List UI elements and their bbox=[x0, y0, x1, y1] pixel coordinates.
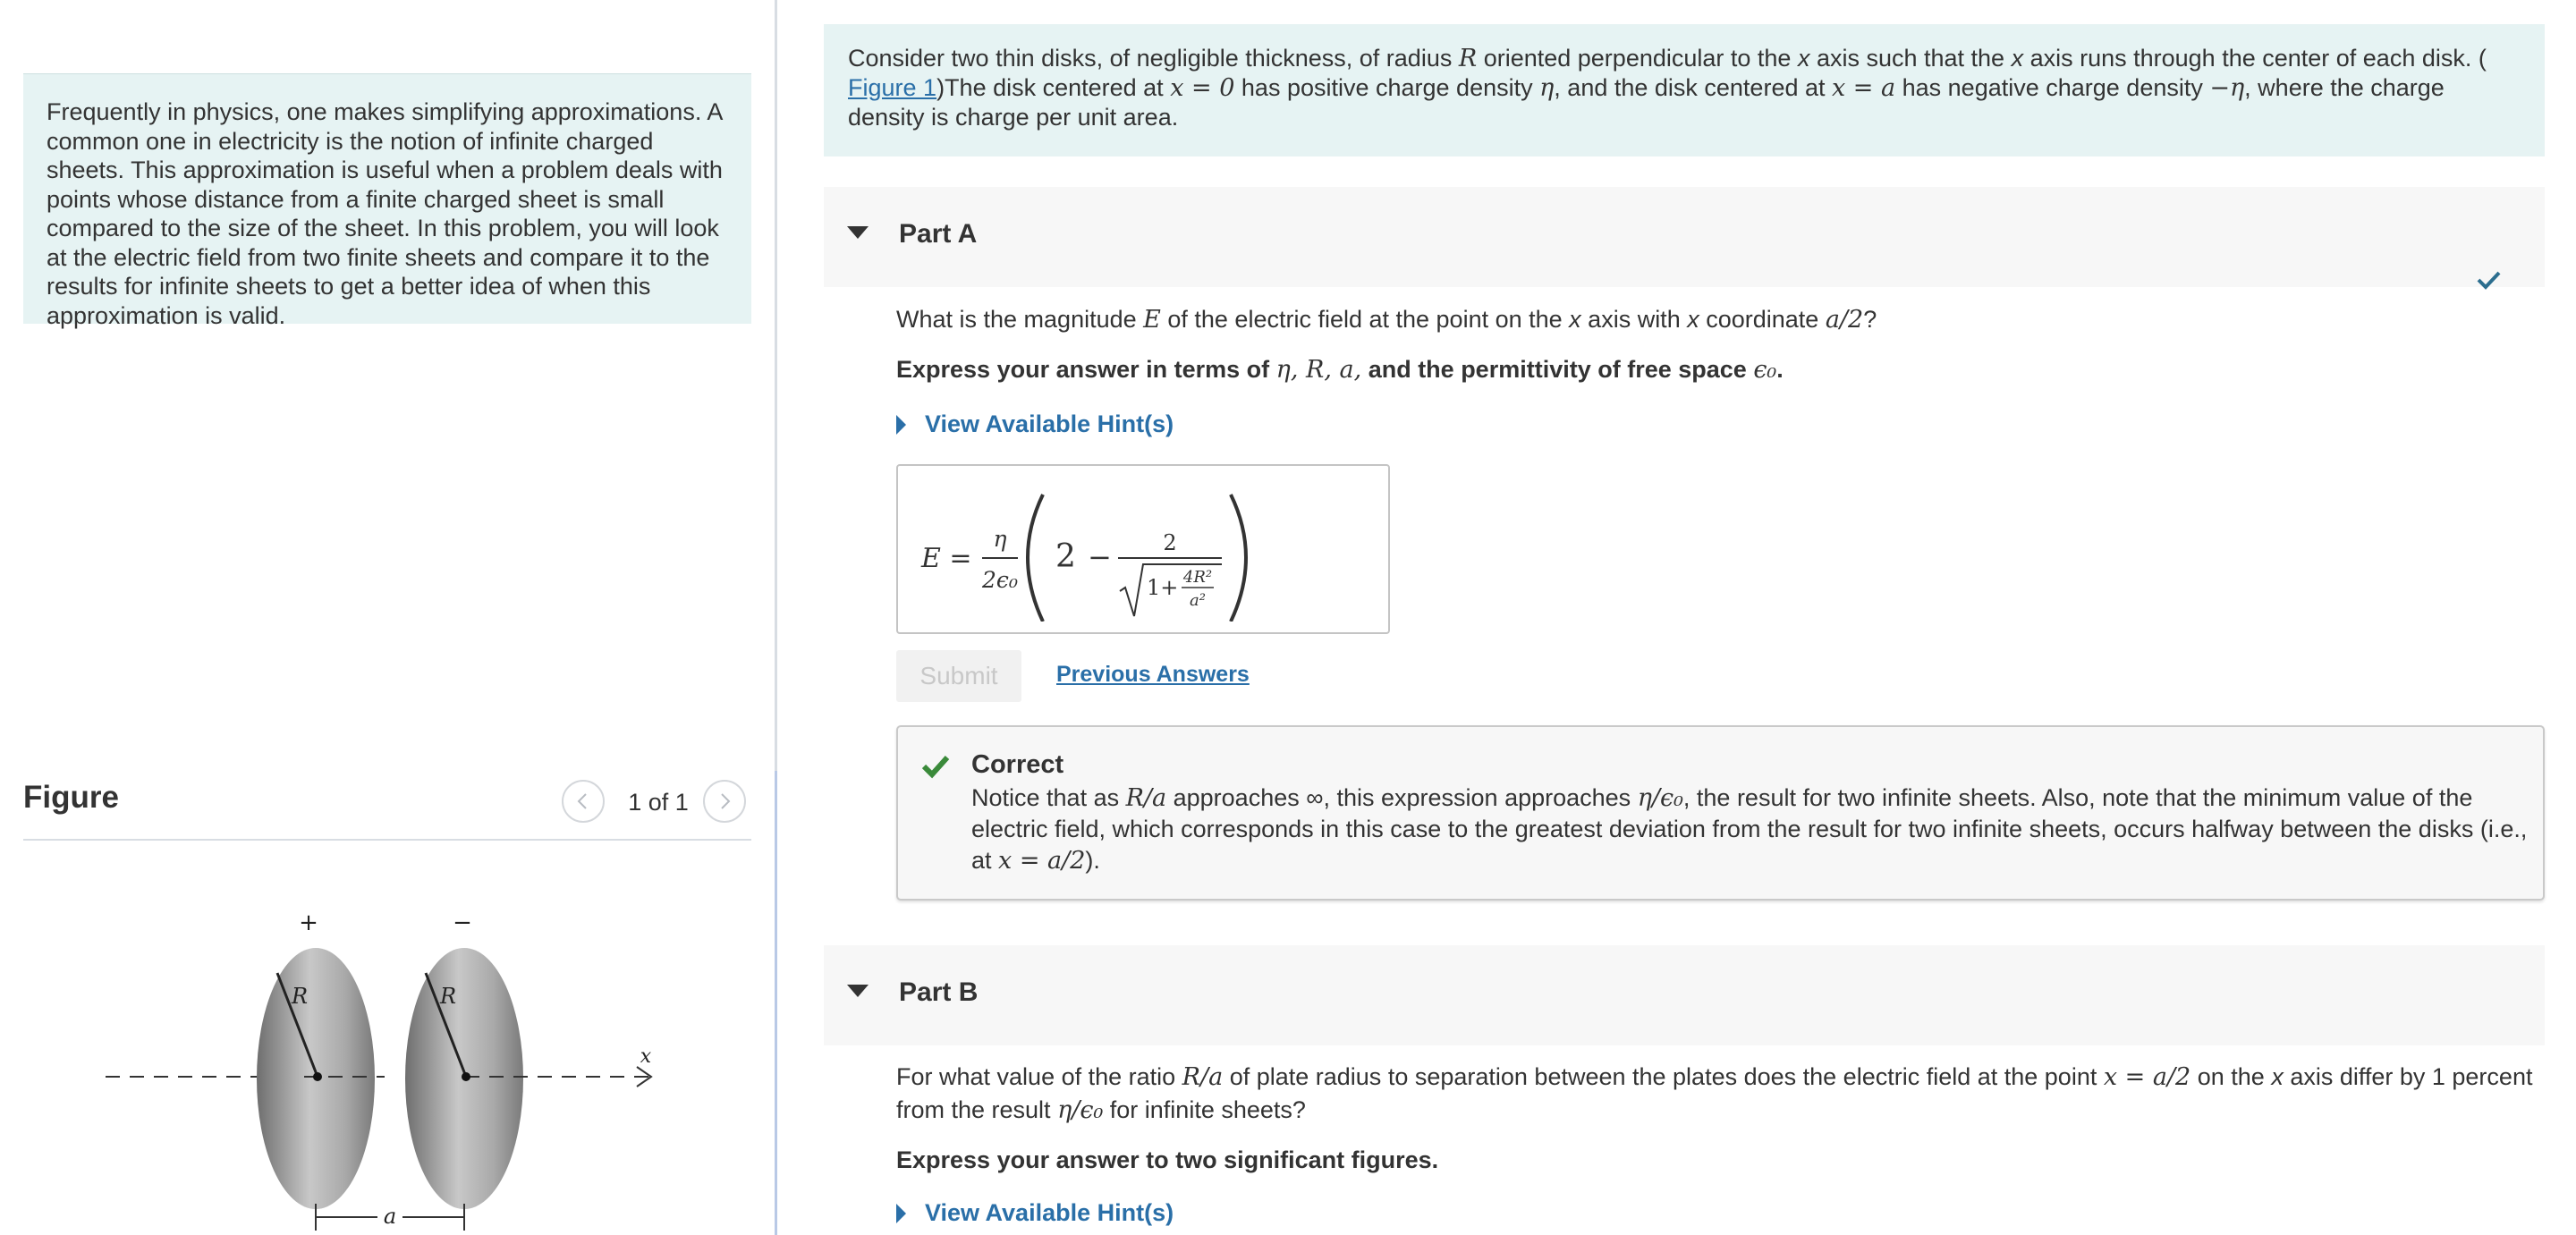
question-text: ? bbox=[1863, 306, 1877, 333]
right-paren bbox=[1231, 495, 1246, 622]
part-a-question bbox=[896, 303, 1877, 336]
answer-eta: η bbox=[993, 526, 1007, 552]
intro-text: Frequently in physics, one makes simplifying approximations. A common one in electricity is the notion of infinite charged sheets. This approximation is useful when a problem deals with points whose distance from a finite charged sheet is small compared to the size of the sheet. In this problem, you will look at the electric field from two finite sheets and compare it to the results for infinite sheets to get a better idea of when this approximation is valid. bbox=[23, 73, 751, 324]
answer-one-plus: 1+ bbox=[1147, 575, 1179, 600]
checkmark-icon bbox=[2475, 266, 2502, 292]
math-x0: x = 0 bbox=[1170, 74, 1235, 102]
question-text: of the electric field at the point on the bbox=[1160, 306, 1570, 333]
feedback-title: Correct bbox=[971, 750, 1064, 779]
question-text: axis with bbox=[1580, 306, 1688, 333]
math-a-half: a/2 bbox=[1825, 306, 1864, 334]
math-R-over-a: R/a bbox=[1125, 784, 1167, 812]
answer-a2: a² bbox=[1190, 591, 1206, 610]
previous-figure-button[interactable] bbox=[562, 780, 605, 823]
separation-label: a bbox=[383, 1204, 397, 1229]
axis-x: x bbox=[1569, 306, 1581, 333]
math-neg-eta: −η bbox=[2209, 74, 2245, 102]
hint-label: View Available Hint(s) bbox=[925, 410, 1174, 437]
question-text: axis differ by 1 percent from the result bbox=[896, 1063, 2533, 1123]
pane-divider-accent bbox=[775, 771, 777, 1235]
feedback-text-part: approaches ∞, this expression approaches bbox=[1166, 784, 1638, 811]
radius-label-left: R bbox=[292, 984, 309, 1009]
axis-x: x bbox=[2011, 45, 2024, 72]
feedback-text bbox=[971, 782, 2528, 876]
instruction-text: and the permittivity of free space bbox=[1361, 356, 1754, 383]
plus-label: + bbox=[299, 909, 318, 936]
answer-2eps: 2ϵ₀ bbox=[982, 567, 1018, 593]
question-text: on the bbox=[2190, 1063, 2272, 1090]
correct-feedback bbox=[896, 725, 2545, 901]
math-E: E bbox=[1143, 306, 1161, 334]
part-b-hint-link[interactable] bbox=[896, 1199, 1174, 1227]
answer-4R2: 4R² bbox=[1182, 568, 1213, 587]
center-dot-right bbox=[462, 1072, 470, 1081]
question-text: coordinate bbox=[1699, 306, 1826, 333]
feedback-text-part: , the result for two infinite sheets. Also, note that the minimum value of the electric field, which corresponds in this case to the greatest deviation from the result for two infinite sheets, occurs halfway between the disks (i.e., at bbox=[971, 784, 2528, 874]
part-a-instruction bbox=[896, 356, 1784, 384]
part-a-title: Part A bbox=[899, 219, 978, 249]
problem-text: axis runs through the center of each disk. ( bbox=[2023, 45, 2487, 72]
part-a-hint-link[interactable] bbox=[896, 410, 1174, 438]
feedback-text-part: Notice that as bbox=[971, 784, 1126, 811]
part-b-header[interactable] bbox=[824, 945, 2545, 1045]
math-xa: x = a bbox=[1832, 74, 1896, 102]
part-b-question bbox=[896, 1061, 2545, 1127]
math-R-over-a: R/a bbox=[1182, 1063, 1224, 1091]
left-pane bbox=[0, 0, 775, 1235]
feedback-text-part: ). bbox=[1085, 847, 1100, 874]
math-eta: η bbox=[1539, 74, 1555, 102]
math-x-a-half: x = a/2 bbox=[2103, 1063, 2191, 1091]
instruction-text: Express your answer in terms of bbox=[896, 356, 1276, 383]
problem-text: axis such that the bbox=[1809, 45, 2012, 72]
caret-right-icon bbox=[896, 1204, 906, 1223]
next-figure-button[interactable] bbox=[703, 780, 746, 823]
caret-down-icon bbox=[847, 985, 869, 997]
part-b-instruction: Express your answer to two significant figures. bbox=[896, 1146, 1439, 1173]
hint-label: View Available Hint(s) bbox=[925, 1199, 1174, 1226]
answer-minus: − bbox=[1088, 540, 1112, 574]
figure-title: Figure bbox=[23, 780, 119, 815]
submit-button[interactable]: Submit bbox=[896, 650, 1021, 702]
question-text: What is the magnitude bbox=[896, 306, 1144, 333]
problem-text: oriented perpendicular to the bbox=[1477, 45, 1798, 72]
figure-pager-count: 1 of 1 bbox=[628, 789, 689, 816]
caret-right-icon bbox=[896, 415, 906, 435]
problem-statement bbox=[824, 24, 2545, 156]
problem-text: has positive charge density bbox=[1234, 74, 1540, 101]
previous-answers-link[interactable]: Previous Answers bbox=[1056, 662, 1250, 687]
figure-header bbox=[23, 774, 751, 841]
part-a-header[interactable] bbox=[824, 187, 2545, 287]
math-eta-over-eps: η/ϵ₀ bbox=[1637, 784, 1683, 812]
math-variables: η, R, a, bbox=[1275, 356, 1362, 384]
answer-inner-num: 2 bbox=[1163, 530, 1177, 555]
problem-text: , and the disk centered at bbox=[1554, 74, 1832, 101]
question-text: For what value of the ratio bbox=[896, 1063, 1182, 1090]
problem-text: )The disk centered at bbox=[936, 74, 1171, 101]
axis-x: x bbox=[1687, 306, 1699, 333]
problem-text: Consider two thin disks, of negligible thickness, of radius bbox=[848, 45, 1459, 72]
radius-label-right: R bbox=[440, 984, 457, 1009]
center-dot-left bbox=[313, 1072, 322, 1081]
problem-text: has negative charge density bbox=[1895, 74, 2210, 101]
problem-text: , where the charge density is charge per unit area. bbox=[848, 74, 2445, 131]
answer-two: 2 bbox=[1055, 538, 1076, 575]
chevron-left-icon bbox=[573, 791, 593, 811]
answer-lhs: E = bbox=[921, 543, 972, 574]
caret-down-icon bbox=[847, 226, 869, 239]
figure-1-link[interactable]: Figure 1 bbox=[848, 74, 937, 101]
checkmark-icon bbox=[921, 752, 950, 779]
part-b-title: Part B bbox=[899, 977, 979, 1007]
question-text: for infinite sheets? bbox=[1103, 1096, 1306, 1123]
axis-x: x bbox=[1797, 45, 1810, 72]
left-paren bbox=[1028, 495, 1043, 622]
instruction-text: . bbox=[1776, 356, 1784, 383]
minus-label: − bbox=[453, 909, 472, 936]
math-x-a-half: x = a/2 bbox=[998, 847, 1086, 875]
math-eta-over-eps: η/ϵ₀ bbox=[1057, 1096, 1104, 1124]
chevron-right-icon bbox=[715, 791, 734, 811]
axis-x: x bbox=[2271, 1063, 2284, 1090]
question-text: of plate radius to separation between the plates does the electric field at the point bbox=[1223, 1063, 2104, 1090]
two-disks-figure bbox=[89, 903, 680, 1235]
x-axis-label: x bbox=[640, 1045, 652, 1068]
math-epsilon: ϵ₀ bbox=[1753, 356, 1777, 384]
math-R: R bbox=[1458, 45, 1478, 72]
part-a-answer-box[interactable] bbox=[896, 464, 1390, 634]
answer-formula bbox=[912, 478, 1270, 622]
